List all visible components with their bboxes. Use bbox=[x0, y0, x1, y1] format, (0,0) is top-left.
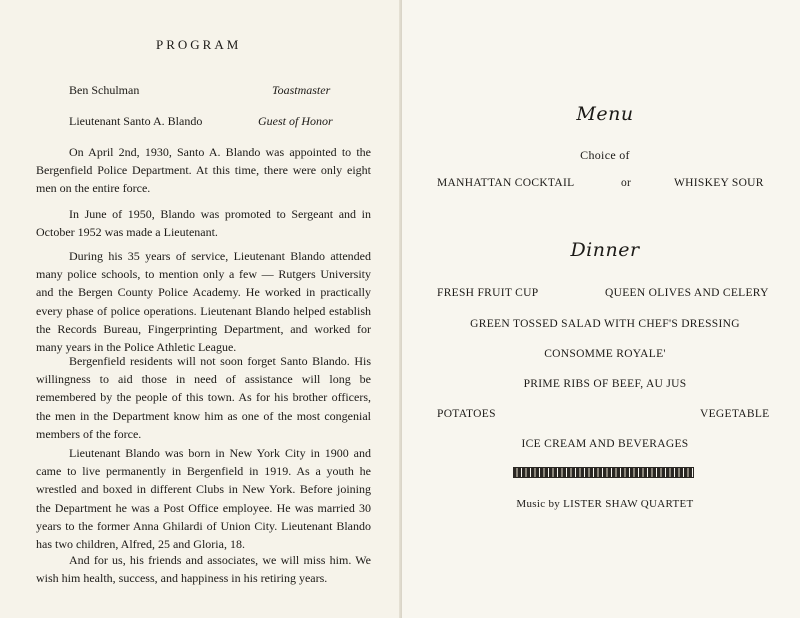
item-salad: GREEN TOSSED SALAD WITH CHEF'S DRESSING bbox=[470, 318, 740, 330]
choice-of-label: Choice of bbox=[580, 148, 630, 162]
toastmaster-role: Toastmaster bbox=[272, 83, 331, 97]
item-consomme: CONSOMME ROYALE' bbox=[544, 348, 666, 360]
drink-or: or bbox=[621, 177, 632, 189]
paragraph-service: During his 35 years of service, Lieutenant Blando attended many police schools, to mention only a few — Rutgers University and the Bergen County Police Academy. He worked in practically every phase of police operations. Lieutenant Blando helped establish the Records Bureau, Fingerprinting Department, and worked for many years in the Police Athletic League. bbox=[36, 249, 371, 355]
drink-whiskey: WHISKEY SOUR bbox=[674, 177, 764, 189]
paragraph-promotion: In June of 1950, Blando was promoted to Sergeant and in October 1952 was made a Lieutenant. bbox=[36, 207, 371, 240]
item-fruit-cup: FRESH FRUIT CUP bbox=[437, 287, 539, 299]
item-ribs: PRIME RIBS OF BEEF, AU JUS bbox=[523, 378, 687, 390]
guest-name: Lieutenant Santo A. Blando bbox=[69, 114, 203, 128]
music-credit: Music by LISTER SHAW QUARTET bbox=[516, 498, 694, 510]
drink-manhattan: MANHATTAN COCKTAIL bbox=[437, 177, 575, 189]
paragraph-biography: Lieutenant Blando was born in New York City in 1900 and came to live permanently in Bergenfield in 1919. As a youth he wrestled and boxed in different Clubs in New York. Before joining the Department he was a Post Office employee. He was married 30 years to the former Anna Ghilardi of Union City. Lieutenant Blando has two children, Alfred, 25 and Gloria, 18. bbox=[36, 446, 371, 552]
item-vegetable: VEGETABLE bbox=[700, 408, 770, 420]
dinner-title: Dinner bbox=[570, 239, 640, 261]
paragraph-appointment: On April 2nd, 1930, Santo A. Blando was appointed to the Bergenfield Police Department. At this time, there were only eight men on the entire force. bbox=[36, 145, 371, 196]
guest-role: Guest of Honor bbox=[258, 114, 333, 128]
item-dessert: ICE CREAM AND BEVERAGES bbox=[521, 438, 689, 450]
ornamental-divider bbox=[513, 467, 694, 478]
item-potatoes: POTATOES bbox=[437, 408, 496, 420]
menu-page bbox=[402, 0, 800, 618]
paragraph-residents: Bergenfield residents will not soon forget Santo Blando. His willingness to aid those in need of assistance will long be remembered by the people of this town. As for his brother officers, the men in the Department know him as one of the most congenial members of the force. bbox=[36, 354, 371, 441]
item-olives: QUEEN OLIVES AND CELERY bbox=[605, 287, 769, 299]
menu-title: Menu bbox=[576, 103, 634, 125]
program-title: PROGRAM bbox=[156, 37, 242, 52]
paragraph-farewell: And for us, his friends and associates, we will miss him. We wish him health, success, and happiness in his retiring years. bbox=[36, 553, 371, 586]
toastmaster-name: Ben Schulman bbox=[69, 83, 140, 97]
